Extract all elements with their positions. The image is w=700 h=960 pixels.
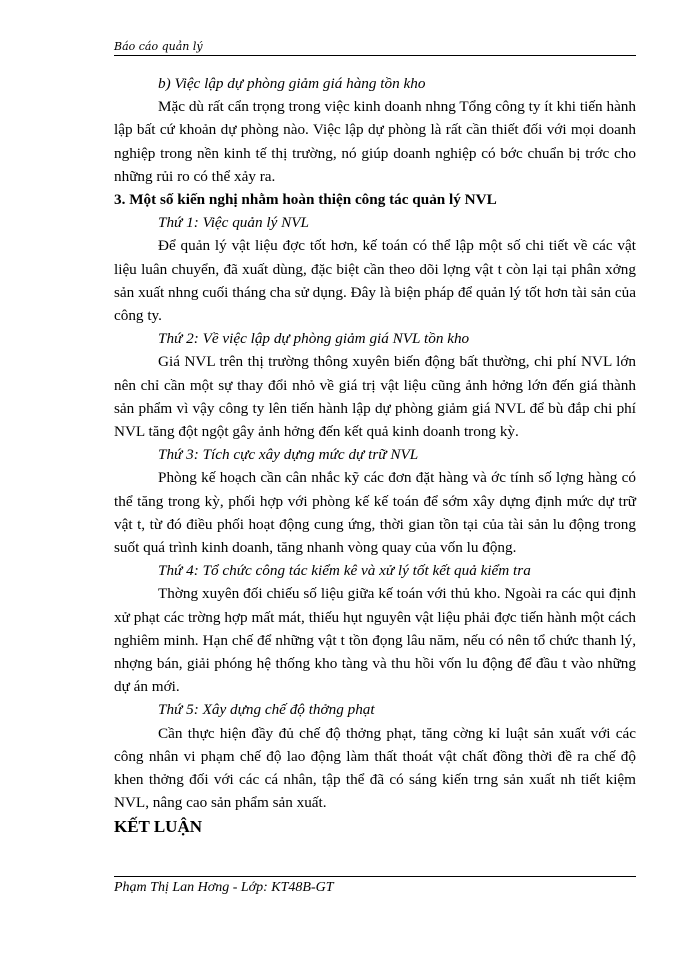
subsection-heading: Thứ 4: Tổ chức công tác kiểm kê và xử lý tốt kết quả kiểm tra [158, 562, 531, 580]
subsection-heading: Thứ 3: Tích cực xây dựng mức dự trữ NVL [158, 446, 419, 464]
subsection-heading: b) Việc lập dự phòng giảm giá hàng tồn kho [158, 75, 426, 92]
subsection-heading: Thứ 2: Về việc lập dự phòng giảm giá NVL tồn kho [158, 330, 470, 348]
paragraph: Thờng xuyên đối chiếu số liệu giữa kế toán với thủ kho. Ngoài ra các qui định xử phạt các trờng hợp mất mát, thiếu hụt nguyên vật liệu phải đợc tiến hành một cách nghiêm minh. Hạn chế để những vật t tồn đọng lâu năm, nếu có nên tổ chức thanh lý, nhợng bán, giải phóng hệ thống kho tàng và thu hồi vốn lu động để đầu t vào những dự án mới. [114, 585, 636, 696]
footer-divider [114, 876, 636, 877]
document-body [114, 72, 636, 838]
paragraph: Phòng kế hoạch cần cân nhắc kỹ các đơn đặt hàng và ớc tính số lợng hàng có thể tăng trong kỳ, phối hợp với phòng kế kế toán để sớm xây dựng định mức dự trữ vật t, từ đó điều phối hoạt động cung ứng, thời gian tồn tại của tài sản lu động trong suốt quá trình kinh doanh, tăng nhanh vòng quay của vốn lu động. [114, 469, 636, 557]
subsection-heading: Thứ 5: Xây dựng chế độ thởng phạt [158, 701, 375, 719]
paragraph: Giá NVL trên thị trường thông xuyên biến động bất thường, chi phí NVL lớn nên chỉ cần một sự thay đổi nhỏ về giá trị vật liệu cũng ảnh hởng lớn đến giá thành sản phẩm vì vậy công ty lên tiến hành lập dự phòng giảm giá NVL để bù đắp chi phí NVL tăng đột ngột gây ảnh hởng đến kết quả kinh doanh trong kỳ. [114, 353, 636, 441]
page-header: Báo cáo quản lý [114, 40, 203, 53]
paragraph: Để quản lý vật liệu đợc tốt hơn, kế toán có thể lập một số chi tiết về các vật liệu luân chuyển, đã xuất dùng, đặc biệt cần theo dõi lợng vật t còn lại tại phân xởng sản xuất nhng cuối tháng cha sử dụng. Đây là biện pháp để quản lý tốt hơn tài sản của công ty. [114, 237, 636, 325]
subsection-heading: Thứ 1: Việc quản lý NVL [158, 214, 309, 232]
paragraph: Mặc dù rất cẩn trọng trong việc kinh doanh nhng Tổng công ty ít khi tiến hành lập bất cứ khoản dự phòng nào. Việc lập dự phòng là rất cần thiết đối với mọi doanh nghiệp trong nền kinh tế thị trường, nó giúp doanh nghiệp có bớc chuẩn bị trớc cho những rủi ro có thể xảy ra. [114, 98, 636, 185]
section-heading: 3. Một số kiến nghị nhằm hoàn thiện công tác quản lý NVL [114, 191, 497, 209]
paragraph: Cần thực hiện đầy đủ chế độ thởng phạt, tăng cờng kỉ luật sản xuất với các công nhân vi phạm chế độ lao động làm thất thoát vật chất đồng thời đề ra chế độ khen thởng đối với các cá nhân, tập thể đã có sáng kiến trng sản xuất nh tiết kiệm NVL, nâng cao sản phẩm sản xuất. [114, 724, 636, 812]
header-divider [114, 55, 636, 56]
conclusion-heading: KẾT LUẬN [114, 816, 203, 836]
page-footer: Phạm Thị Lan Hơng - Lớp: KT48B-GT [114, 880, 334, 895]
